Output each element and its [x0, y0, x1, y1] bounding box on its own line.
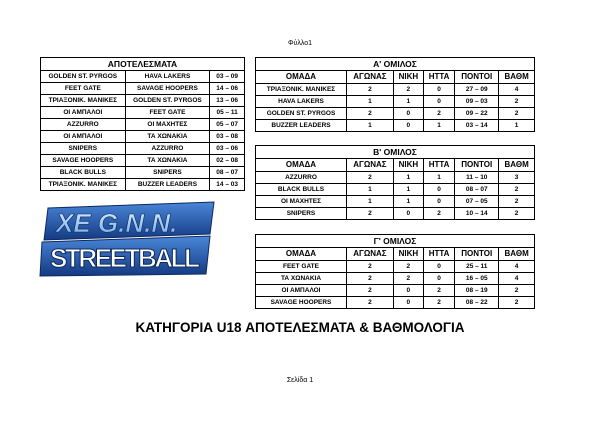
standings-row	[256, 120, 535, 132]
standings-row	[256, 208, 535, 220]
score-cell: 02 – 08	[210, 155, 245, 167]
result-row	[41, 179, 245, 191]
team-cell: SAVAGE HOOPERS	[256, 297, 347, 309]
home-team-cell: FEET GATE	[41, 83, 126, 95]
stat-cell: 2	[423, 285, 454, 297]
stat-cell: 1	[347, 184, 394, 196]
page-footer: Σελίδα 1	[286, 377, 314, 384]
away-team-cell: HAVA LAKERS	[125, 71, 210, 83]
stat-cell: 0	[393, 108, 423, 120]
away-team-cell: ΤΑ ΧΩΝΑΚΙΑ	[125, 131, 210, 143]
stat-cell: 2	[423, 208, 454, 220]
stat-cell: 2	[499, 108, 535, 120]
group-title: Γ' ΟΜΙΛΟΣ	[256, 235, 535, 248]
group-a-table	[255, 57, 535, 132]
column-header: ΟΜΑΔΑ	[256, 71, 347, 84]
score-cell: 14 – 03	[210, 179, 245, 191]
stat-cell: 2	[393, 273, 423, 285]
stat-cell: 2	[499, 96, 535, 108]
result-row	[41, 83, 245, 95]
team-cell: SNIPERS	[256, 208, 347, 220]
standings-row	[256, 285, 535, 297]
group-title: Α' ΟΜΙΛΟΣ	[256, 58, 535, 71]
away-team-cell: SAVAGE HOOPERS	[125, 83, 210, 95]
group-title: Β' ΟΜΙΛΟΣ	[256, 146, 535, 159]
stat-cell: 2	[347, 172, 394, 184]
stat-cell: 2	[499, 196, 535, 208]
result-row	[41, 155, 245, 167]
stat-cell: 0	[393, 208, 423, 220]
stat-cell: 4	[499, 273, 535, 285]
score-cell: 05 – 07	[210, 119, 245, 131]
stat-cell: 2	[393, 84, 423, 96]
stat-cell: 10 – 14	[455, 208, 499, 220]
team-cell: ΟΙ ΜΑΧΗΤΕΣ	[256, 196, 347, 208]
score-cell: 13 – 06	[210, 95, 245, 107]
stat-cell: 2	[347, 285, 394, 297]
score-cell: 03 – 09	[210, 71, 245, 83]
column-header: ΠΟΝΤΟΙ	[455, 71, 499, 84]
away-team-cell: ΤΑ ΧΩΝΑΚΙΑ	[125, 155, 210, 167]
standings-row	[256, 84, 535, 96]
stat-cell: 0	[423, 196, 454, 208]
stat-cell: 3	[499, 172, 535, 184]
stat-cell: 0	[423, 273, 454, 285]
stat-cell: 1	[423, 172, 454, 184]
page-title: ΚΑΤΗΓΟΡΙΑ U18 ΑΠΟΤΕΛΕΣΜΑΤΑ & ΒΑΘΜΟΛΟΓΙΑ	[135, 320, 465, 335]
team-cell: ΤΑ ΧΩΝΑΚΙΑ	[256, 273, 347, 285]
away-team-cell: ΟΙ ΜΑΧΗΤΕΣ	[125, 119, 210, 131]
stat-cell: 1	[347, 196, 394, 208]
stat-cell: 0	[393, 120, 423, 132]
standings-row	[256, 261, 535, 273]
stat-cell: 0	[423, 84, 454, 96]
stat-cell: 4	[499, 84, 535, 96]
stat-cell: 0	[393, 285, 423, 297]
home-team-cell: SNIPERS	[41, 143, 126, 155]
team-cell: BLACK BULLS	[256, 184, 347, 196]
stat-cell: 1	[499, 120, 535, 132]
logo-bottom-text: STREETBALL	[50, 243, 200, 273]
away-team-cell: SNIPERS	[125, 167, 210, 179]
stat-cell: 1	[393, 184, 423, 196]
standings-row	[256, 172, 535, 184]
column-header: ΑΓΩΝΑΣ	[347, 248, 394, 261]
team-cell: AZZURRO	[256, 172, 347, 184]
streetball-logo	[38, 200, 216, 278]
stat-cell: 27 – 09	[455, 84, 499, 96]
column-header: ΗΤΤΑ	[423, 71, 454, 84]
home-team-cell: AZZURRO	[41, 119, 126, 131]
result-row	[41, 119, 245, 131]
stat-cell: 2	[499, 184, 535, 196]
stat-cell: 2	[347, 261, 394, 273]
stat-cell: 2	[347, 108, 394, 120]
score-cell: 08 – 07	[210, 167, 245, 179]
stat-cell: 2	[347, 297, 394, 309]
home-team-cell: GOLDEN ST. PYRGOS	[41, 71, 126, 83]
group-c-table	[255, 234, 535, 309]
stat-cell: 16 – 05	[455, 273, 499, 285]
column-header: ΝΙΚΗ	[393, 159, 423, 172]
stat-cell: 2	[347, 84, 394, 96]
stat-cell: 0	[393, 297, 423, 309]
score-cell: 03 – 06	[210, 143, 245, 155]
column-header: ΝΙΚΗ	[393, 71, 423, 84]
team-cell: ΟΙ ΑΜΠΑΛΟΙ	[256, 285, 347, 297]
stat-cell: 0	[423, 96, 454, 108]
result-row	[41, 167, 245, 179]
standings-row	[256, 297, 535, 309]
stat-cell: 11 – 10	[455, 172, 499, 184]
team-cell: HAVA LAKERS	[256, 96, 347, 108]
home-team-cell: ΟΙ ΑΜΠΑΛΟΙ	[41, 131, 126, 143]
standings-row	[256, 196, 535, 208]
team-cell: FEET GATE	[256, 261, 347, 273]
results-title: ΑΠΟΤΕΛΕΣΜΑΤΑ	[41, 58, 245, 71]
column-header: ΟΜΑΔΑ	[256, 159, 347, 172]
away-team-cell: FEET GATE	[125, 107, 210, 119]
column-header: ΒΑΘΜ	[499, 248, 535, 261]
team-cell: ΤΡΙΑΞΟΝΙΚ. ΜΑΝΙΚΕΣ	[256, 84, 347, 96]
standings-row	[256, 96, 535, 108]
stat-cell: 1	[393, 172, 423, 184]
result-row	[41, 143, 245, 155]
stat-cell: 2	[393, 261, 423, 273]
stat-cell: 2	[347, 208, 394, 220]
column-header: ΒΑΘΜ	[499, 71, 535, 84]
group-b-table	[255, 145, 535, 220]
standings-row	[256, 184, 535, 196]
column-header: ΗΤΤΑ	[423, 248, 454, 261]
column-header: ΝΙΚΗ	[393, 248, 423, 261]
standings-row	[256, 108, 535, 120]
home-team-cell: ΟΙ ΑΜΠΑΛΟΙ	[41, 107, 126, 119]
stat-cell: 1	[393, 96, 423, 108]
stat-cell: 4	[499, 261, 535, 273]
stat-cell: 0	[423, 184, 454, 196]
team-cell: BUZZER LEADERS	[256, 120, 347, 132]
score-cell: 03 – 08	[210, 131, 245, 143]
result-row	[41, 71, 245, 83]
column-header: ΑΓΩΝΑΣ	[347, 71, 394, 84]
home-team-cell: ΤΡΙΑΞΟΝΙΚ. ΜΑΝΙΚΕΣ	[41, 95, 126, 107]
stat-cell: 2	[347, 273, 394, 285]
stat-cell: 2	[499, 285, 535, 297]
result-row	[41, 95, 245, 107]
stat-cell: 1	[347, 96, 394, 108]
stat-cell: 1	[347, 120, 394, 132]
stat-cell: 08 – 22	[455, 297, 499, 309]
standings-row	[256, 273, 535, 285]
stat-cell: 03 – 14	[455, 120, 499, 132]
logo-top-text: XE G.N.N.	[56, 208, 178, 238]
column-header: ΒΑΘΜ	[499, 159, 535, 172]
score-cell: 05 – 11	[210, 107, 245, 119]
column-header: ΠΟΝΤΟΙ	[455, 159, 499, 172]
results-table	[40, 57, 245, 191]
stat-cell: 2	[423, 297, 454, 309]
sheet-header: Φύλλο1	[287, 40, 313, 47]
stat-cell: 25 – 11	[455, 261, 499, 273]
score-cell: 14 – 06	[210, 83, 245, 95]
stat-cell: 07 – 05	[455, 196, 499, 208]
home-team-cell: SAVAGE HOOPERS	[41, 155, 126, 167]
column-header: ΟΜΑΔΑ	[256, 248, 347, 261]
stat-cell: 08 – 07	[455, 184, 499, 196]
stat-cell: 1	[423, 120, 454, 132]
stat-cell: 09 – 03	[455, 96, 499, 108]
away-team-cell: BUZZER LEADERS	[125, 179, 210, 191]
away-team-cell: GOLDEN ST. PYRGOS	[125, 95, 210, 107]
away-team-cell: AZZURRO	[125, 143, 210, 155]
stat-cell: 08 – 19	[455, 285, 499, 297]
stat-cell: 2	[499, 297, 535, 309]
stat-cell: 2	[423, 108, 454, 120]
column-header: ΑΓΩΝΑΣ	[347, 159, 394, 172]
stat-cell: 1	[393, 196, 423, 208]
result-row	[41, 131, 245, 143]
stat-cell: 0	[423, 261, 454, 273]
column-header: ΗΤΤΑ	[423, 159, 454, 172]
team-cell: GOLDEN ST. PYRGOS	[256, 108, 347, 120]
home-team-cell: ΤΡΙΑΞΟΝΙΚ. ΜΑΝΙΚΕΣ	[41, 179, 126, 191]
home-team-cell: BLACK BULLS	[41, 167, 126, 179]
stat-cell: 09 – 22	[455, 108, 499, 120]
stat-cell: 2	[499, 208, 535, 220]
result-row	[41, 107, 245, 119]
column-header: ΠΟΝΤΟΙ	[455, 248, 499, 261]
